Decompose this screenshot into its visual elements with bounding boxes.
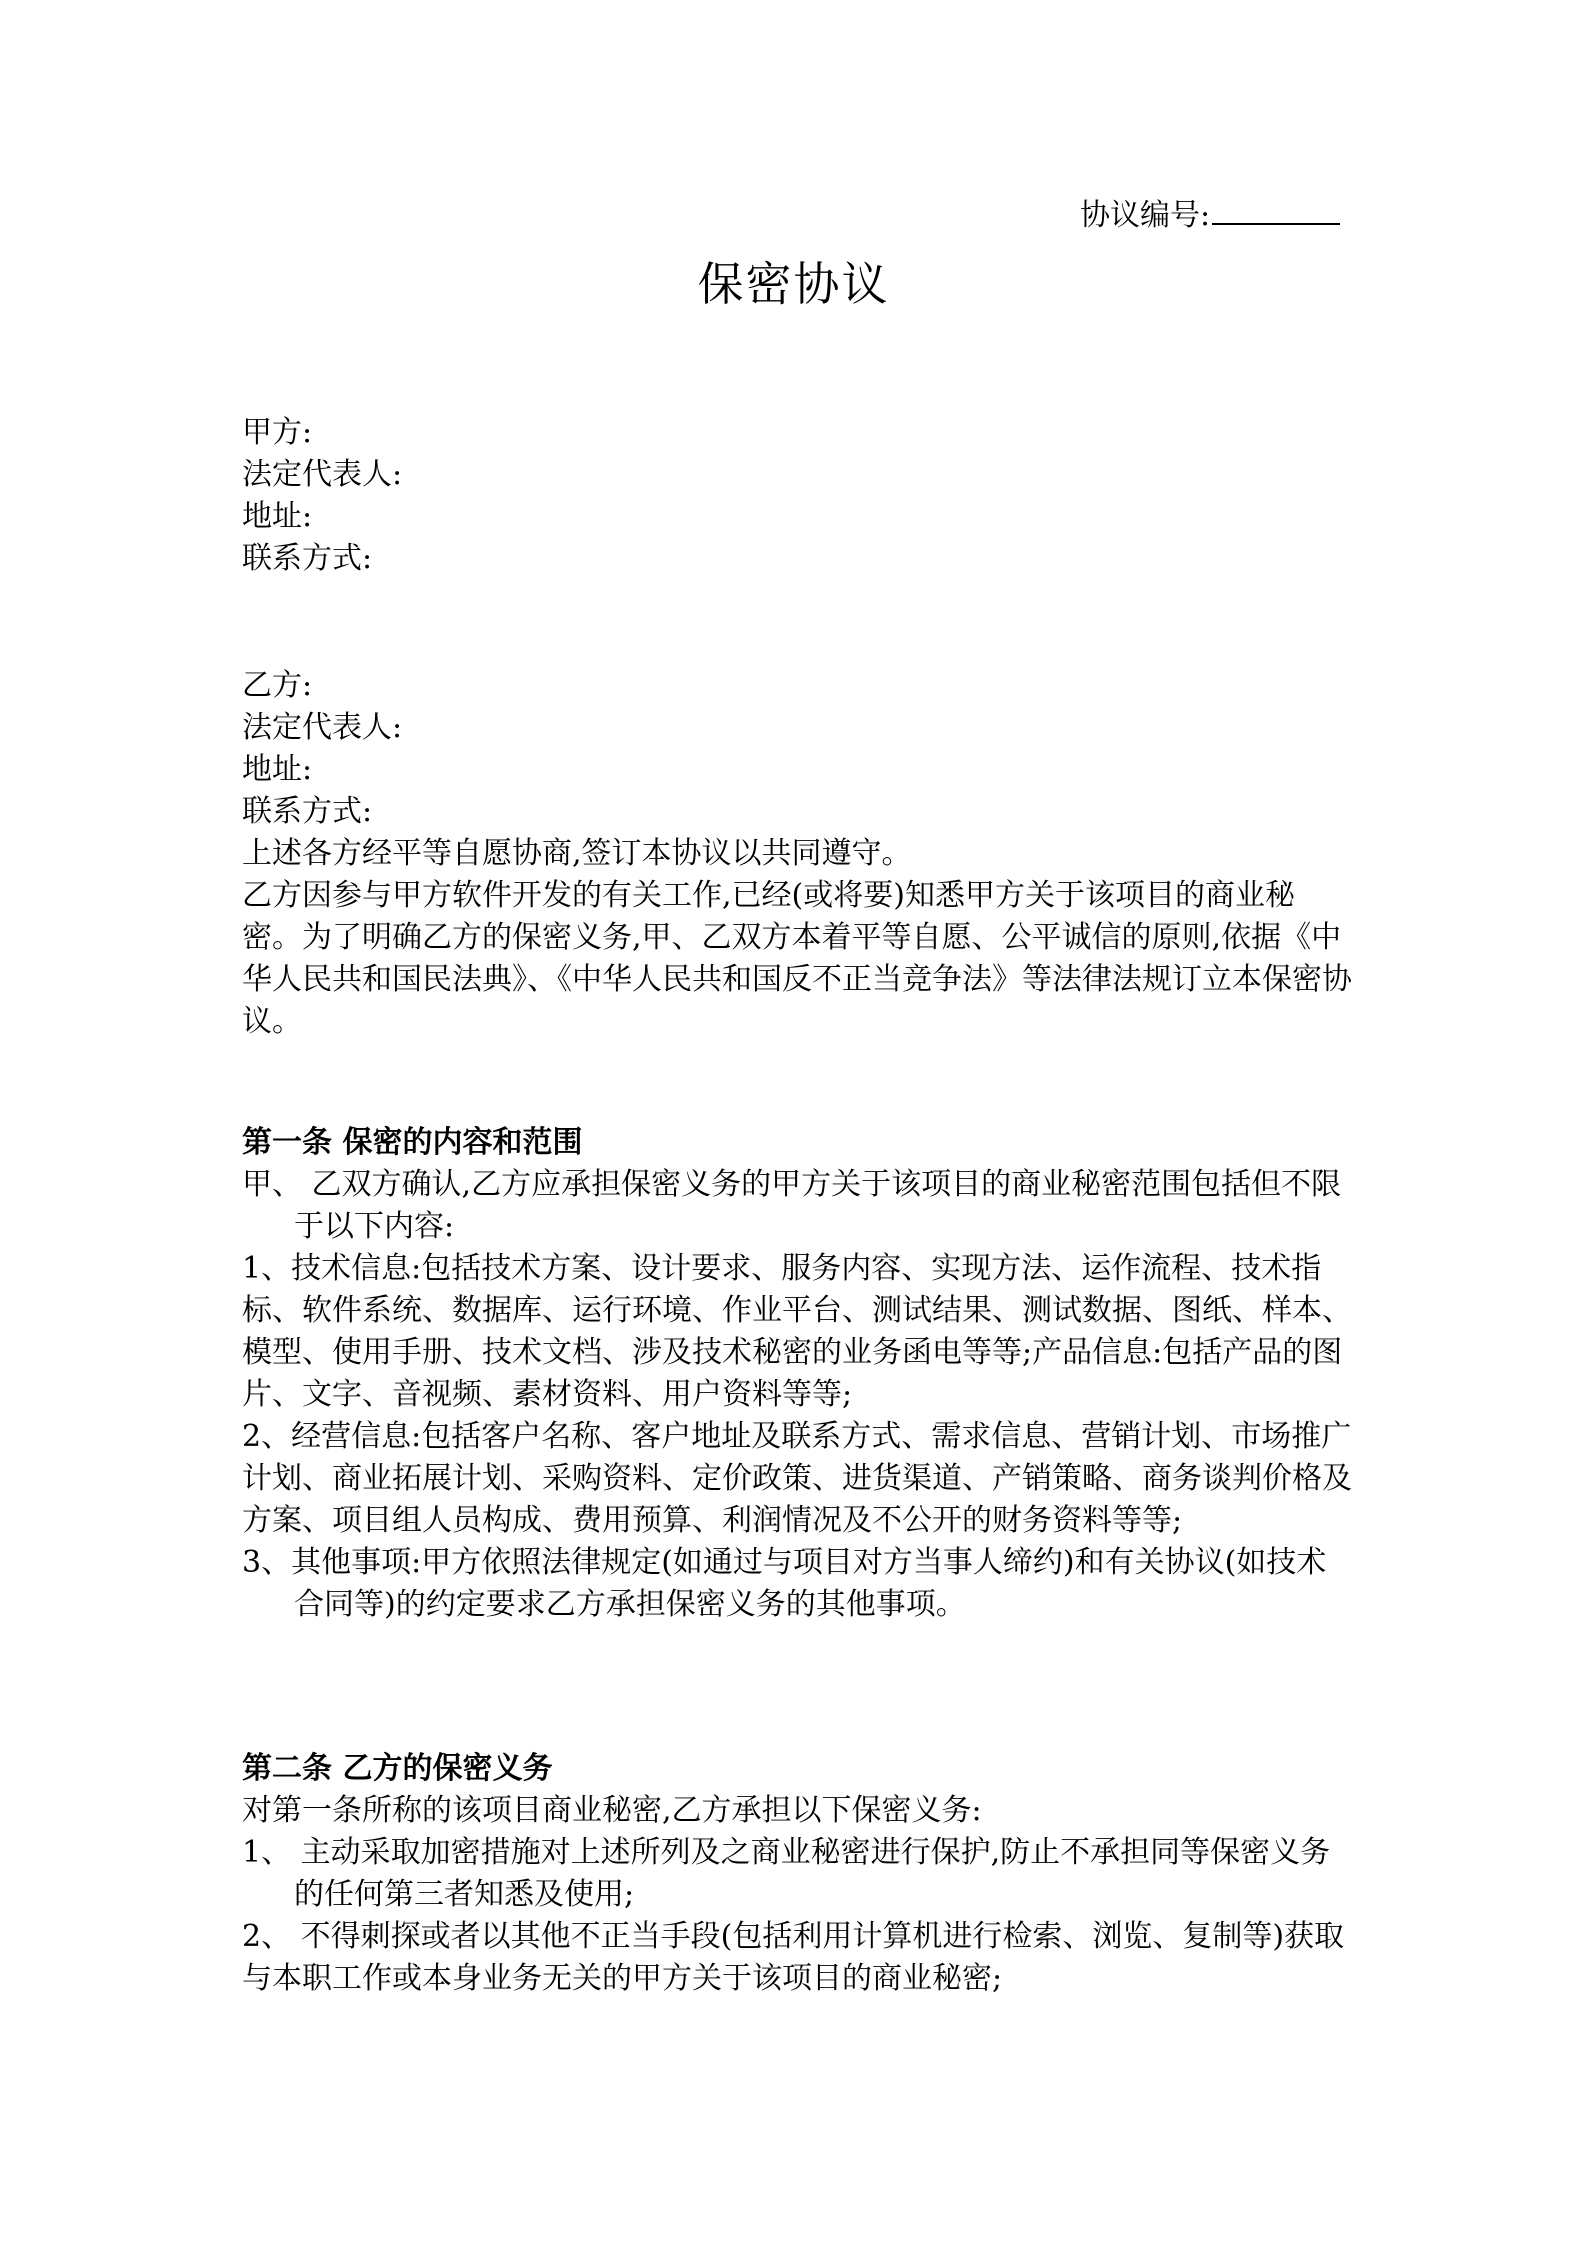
article-1-section: [242, 1122, 1352, 1626]
article-2-item-2: 2、 不得刺探或者以其他不正当手段(包括利用计算机进行检索、浏览、复制等)获取与本职工作或本身业务无关的甲方关于该项目的商业秘密;: [242, 1919, 1345, 1996]
party-a-representative: 法定代表人:: [242, 457, 403, 492]
document-title: 保密协议: [697, 257, 890, 311]
party-b-section: [242, 665, 1352, 1043]
preamble-line-1: 上述各方经平等自愿协商,签订本协议以共同遵守。: [242, 836, 912, 871]
party-a-section: [242, 412, 1352, 580]
party-a-address: 地址:: [242, 499, 313, 534]
party-b-name: 乙方:: [242, 668, 313, 703]
party-b-address: 地址:: [242, 752, 313, 787]
article-1-item-2: 2、经营信息:包括客户名称、客户地址及联系方式、需求信息、营销计划、市场推广计划、商业拓展计划、采购资料、定价政策、进货渠道、产销策略、商务谈判价格及方案、项目组人员构成、费用预算、利润情况及不公开的财务资料等等;: [242, 1419, 1352, 1538]
party-a-name: 甲方:: [242, 415, 313, 450]
article-1-intro: 甲、 乙双方确认,乙方应承担保密义务的甲方关于该项目的商业秘密范围包括但不限于以下内容:: [242, 1167, 1342, 1244]
article-2-item-1: 1、 主动采取加密措施对上述所列及之商业秘密进行保护,防止不承担同等保密义务的任何第三者知悉及使用;: [242, 1835, 1331, 1912]
agreement-number: [1080, 195, 1340, 236]
article-1-item-1: 1、技术信息:包括技术方案、设计要求、服务内容、实现方法、运作流程、技术指标、软件系统、数据库、运行环境、作业平台、测试结果、测试数据、图纸、样本、模型、使用手册、技术文档、涉及技术秘密的业务函电等等;产品信息:包括产品的图片、文字、音视频、素材资料、用户资料等等;: [242, 1251, 1352, 1412]
article-2-intro: 对第一条所称的该项目商业秘密,乙方承担以下保密义务:: [242, 1793, 982, 1828]
article-2-heading: 第二条 乙方的保密义务: [242, 1751, 553, 1786]
article-2-section: [242, 1748, 1352, 2000]
party-b-representative: 法定代表人:: [242, 710, 403, 745]
party-b-contact: 联系方式:: [242, 794, 373, 829]
agreement-number-blank: [1212, 195, 1340, 225]
article-1-item-3: 3、其他事项:甲方依照法律规定(如通过与项目对方当事人缔约)和有关协议(如技术合同等)的约定要求乙方承担保密义务的其他事项。: [242, 1545, 1327, 1622]
agreement-number-label: 协议编号:: [1080, 198, 1211, 233]
party-a-contact: 联系方式:: [242, 541, 373, 576]
preamble-paragraph: 乙方因参与甲方软件开发的有关工作,已经(或将要)知悉甲方关于该项目的商业秘密。为了明确乙方的保密义务,甲、乙双方本着平等自愿、公平诚信的原则,依据《中华人民共和国民法典》、《中华人民共和国反不正当竞争法》等法律法规订立本保密协议。: [242, 878, 1352, 1039]
article-1-heading: 第一条 保密的内容和范围: [242, 1125, 583, 1160]
